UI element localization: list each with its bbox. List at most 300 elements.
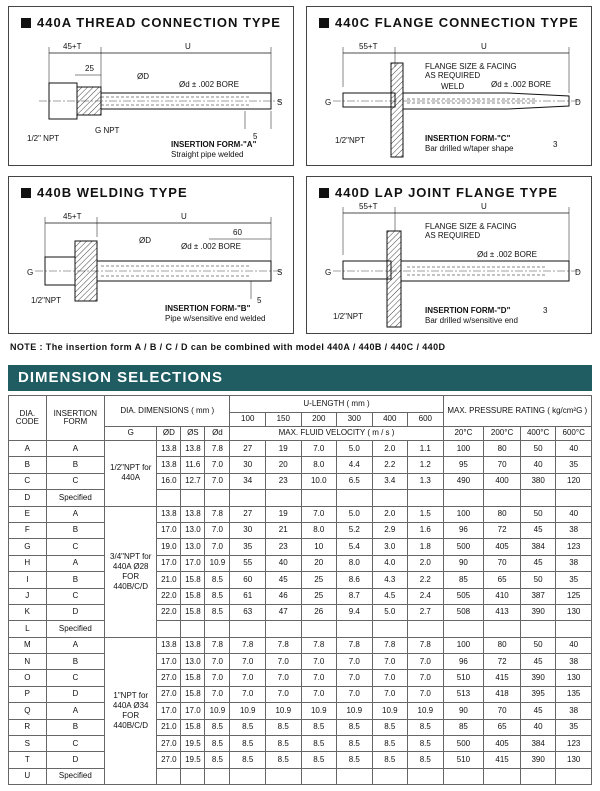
dia-d-cell: 7.0 <box>205 522 230 538</box>
velocity-cell <box>265 490 301 506</box>
velocity-cell: 10.9 <box>265 703 301 719</box>
dia-code-cell: N <box>9 654 47 670</box>
panel-440b-title: 440B WELDING TYPE <box>37 185 188 200</box>
pressure-cell: 390 <box>520 670 556 686</box>
pressure-cell: 38 <box>556 703 592 719</box>
velocity-cell: 10.9 <box>337 703 373 719</box>
dia-code-cell: F <box>9 522 47 538</box>
header-S: ØS <box>181 427 205 441</box>
form-a-desc: Straight pipe welded <box>171 150 244 159</box>
dia-D-cell: 16.0 <box>157 473 181 489</box>
velocity-cell: 7.0 <box>230 686 266 702</box>
pressure-cell <box>556 621 592 637</box>
g-thread-cell: 1"NPT for 440A Ø34 FOR 440B/C/D <box>105 637 157 785</box>
velocity-cell: 8.5 <box>372 736 408 752</box>
velocity-cell <box>408 490 444 506</box>
dia-D-cell: 17.0 <box>157 654 181 670</box>
npt-label: 1/2"NPT <box>31 296 61 305</box>
header-temp: 20°C <box>443 427 484 441</box>
velocity-cell: 8.5 <box>265 752 301 768</box>
velocity-cell: 27 <box>230 441 266 457</box>
velocity-cell: 10.0 <box>301 473 337 489</box>
dia-code-cell: R <box>9 719 47 735</box>
pressure-cell: 96 <box>443 522 484 538</box>
dim-u-label: U <box>481 202 487 211</box>
pressure-cell: 500 <box>443 736 484 752</box>
pressure-cell: 40 <box>556 506 592 522</box>
flange-label-1: FLANGE SIZE & FACING <box>425 222 517 231</box>
insertion-form-cell: B <box>46 522 105 538</box>
dia-D-label: ØD <box>137 72 149 81</box>
panel-440d <box>306 176 592 334</box>
velocity-cell: 8.5 <box>372 752 408 768</box>
header-temp: 200°C <box>484 427 521 441</box>
pressure-cell: 405 <box>484 539 521 555</box>
header-dia-code: DIA. CODE <box>9 396 47 441</box>
velocity-cell: 7.8 <box>301 637 337 653</box>
velocity-cell: 23 <box>265 473 301 489</box>
velocity-cell <box>337 490 373 506</box>
velocity-cell: 7.0 <box>408 654 444 670</box>
table-row <box>9 522 592 538</box>
velocity-cell: 7.0 <box>408 686 444 702</box>
pressure-cell: 70 <box>484 555 521 571</box>
dia-S-cell: 17.0 <box>181 703 205 719</box>
velocity-cell: 21 <box>265 522 301 538</box>
velocity-cell: 1.8 <box>408 539 444 555</box>
velocity-cell <box>408 621 444 637</box>
pressure-cell: 38 <box>556 654 592 670</box>
velocity-cell <box>230 621 266 637</box>
insertion-form-cell: Specified <box>46 768 105 784</box>
header-temp: 600°C <box>556 427 592 441</box>
dia-S-cell <box>181 768 205 784</box>
dim-55t-label: 55+T <box>359 42 378 51</box>
velocity-cell: 10.9 <box>301 703 337 719</box>
table-row <box>9 621 592 637</box>
dia-S-cell: 17.0 <box>181 555 205 571</box>
velocity-cell: 40 <box>265 555 301 571</box>
velocity-cell: 8.5 <box>337 752 373 768</box>
header-u-value: 200 <box>301 413 337 427</box>
diagram-440d <box>307 177 593 335</box>
velocity-cell <box>337 768 373 784</box>
velocity-cell: 55 <box>230 555 266 571</box>
velocity-cell: 8.5 <box>265 719 301 735</box>
dia-D-cell <box>157 621 181 637</box>
velocity-cell: 25 <box>301 588 337 604</box>
velocity-cell: 20 <box>301 555 337 571</box>
dia-d-cell <box>205 621 230 637</box>
pressure-cell: 50 <box>520 637 556 653</box>
velocity-cell: 46 <box>265 588 301 604</box>
dim-3-label: 3 <box>553 140 558 149</box>
table-row <box>9 490 592 506</box>
velocity-cell: 8.5 <box>301 736 337 752</box>
dia-G-label: G <box>325 98 332 107</box>
pressure-cell: 50 <box>520 506 556 522</box>
velocity-cell: 6.5 <box>337 473 373 489</box>
velocity-cell: 7.0 <box>301 654 337 670</box>
header-velocity: MAX. FLUID VELOCITY ( m / s ) <box>230 427 443 441</box>
dia-S-cell: 15.8 <box>181 572 205 588</box>
dia-S-label: S <box>277 268 283 277</box>
velocity-cell: 1.6 <box>408 522 444 538</box>
dia-S-cell: 13.8 <box>181 637 205 653</box>
dia-D-cell: 21.0 <box>157 719 181 735</box>
dia-S-cell: 13.0 <box>181 539 205 555</box>
pressure-cell: 35 <box>556 572 592 588</box>
header-insertion-form: INSERTION FORM <box>46 396 105 441</box>
velocity-cell: 9.4 <box>337 604 373 620</box>
dimension-table-body <box>9 441 592 785</box>
velocity-cell: 2.7 <box>408 604 444 620</box>
velocity-cell: 5.4 <box>337 539 373 555</box>
pressure-cell: 390 <box>520 604 556 620</box>
dia-d-cell <box>205 768 230 784</box>
velocity-cell: 1.2 <box>408 457 444 473</box>
pressure-cell: 45 <box>520 555 556 571</box>
header-u-length: U-LENGTH ( mm ) <box>230 396 443 413</box>
pressure-cell: 80 <box>484 441 521 457</box>
panel-440a-title: 440A THREAD CONNECTION TYPE <box>37 15 281 30</box>
dia-d-cell: 10.9 <box>205 555 230 571</box>
velocity-cell: 2.2 <box>372 457 408 473</box>
velocity-cell: 23 <box>265 539 301 555</box>
velocity-cell: 7.8 <box>265 637 301 653</box>
panel-440d-title: 440D LAP JOINT FLANGE TYPE <box>335 185 558 200</box>
velocity-cell: 30 <box>230 522 266 538</box>
dia-code-cell: G <box>9 539 47 555</box>
pressure-cell: 130 <box>556 752 592 768</box>
velocity-cell: 7.0 <box>337 686 373 702</box>
velocity-cell <box>408 768 444 784</box>
dia-code-cell: L <box>9 621 47 637</box>
dim-45t-label: 45+T <box>63 42 82 51</box>
insertion-form-cell: C <box>46 736 105 752</box>
velocity-cell: 7.0 <box>265 686 301 702</box>
dia-code-cell: E <box>9 506 47 522</box>
dia-S-cell: 12.7 <box>181 473 205 489</box>
pressure-cell: 130 <box>556 670 592 686</box>
dia-D-cell: 17.0 <box>157 703 181 719</box>
velocity-cell: 4.5 <box>372 588 408 604</box>
velocity-cell: 7.0 <box>230 654 266 670</box>
velocity-cell: 8.5 <box>265 736 301 752</box>
pressure-cell: 505 <box>443 588 484 604</box>
insertion-form-cell: D <box>46 686 105 702</box>
dim-u-label: U <box>481 42 487 51</box>
velocity-cell: 10.9 <box>230 703 266 719</box>
dia-S-cell: 13.0 <box>181 654 205 670</box>
pressure-cell: 85 <box>443 572 484 588</box>
dia-S-cell: 13.8 <box>181 441 205 457</box>
velocity-cell: 10.9 <box>372 703 408 719</box>
velocity-cell <box>301 490 337 506</box>
velocity-cell: 2.0 <box>372 506 408 522</box>
dim-25-label: 25 <box>85 64 94 73</box>
insertion-form-cell: A <box>46 506 105 522</box>
pressure-cell: 500 <box>443 539 484 555</box>
dia-d-cell: 7.0 <box>205 670 230 686</box>
velocity-cell: 7.8 <box>408 637 444 653</box>
dia-code-cell: H <box>9 555 47 571</box>
header-dia-dimensions: DIA. DIMENSIONS ( mm ) <box>105 396 230 427</box>
pressure-cell: 80 <box>484 506 521 522</box>
dia-d-cell: 8.5 <box>205 588 230 604</box>
header-u-value: 150 <box>265 413 301 427</box>
velocity-cell: 7.8 <box>372 637 408 653</box>
table-row <box>9 768 592 784</box>
dia-d-cell: 7.8 <box>205 441 230 457</box>
panel-440c <box>306 6 592 166</box>
dia-D-cell: 21.0 <box>157 572 181 588</box>
pressure-cell: 35 <box>556 719 592 735</box>
pressure-cell <box>484 490 521 506</box>
dia-D-cell: 17.0 <box>157 522 181 538</box>
dim-5-label: 5 <box>257 296 262 305</box>
header-d: Ød <box>205 427 230 441</box>
pressure-cell: 45 <box>520 703 556 719</box>
dia-d-cell: 8.5 <box>205 752 230 768</box>
pressure-cell: 387 <box>520 588 556 604</box>
velocity-cell: 34 <box>230 473 266 489</box>
dia-code-cell: S <box>9 736 47 752</box>
pressure-cell: 410 <box>484 588 521 604</box>
dia-D-cell: 22.0 <box>157 588 181 604</box>
velocity-cell: 7.0 <box>301 441 337 457</box>
velocity-cell: 8.5 <box>408 719 444 735</box>
dia-code-cell: M <box>9 637 47 653</box>
dim-55t-label: 55+T <box>359 202 378 211</box>
insertion-form-cell: D <box>46 752 105 768</box>
pressure-cell: 40 <box>556 637 592 653</box>
pressure-cell: 65 <box>484 572 521 588</box>
velocity-cell <box>372 768 408 784</box>
insertion-form-cell: Specified <box>46 621 105 637</box>
bore-label: Ød ± .002 BORE <box>491 80 551 89</box>
velocity-cell: 8.0 <box>337 555 373 571</box>
velocity-cell: 61 <box>230 588 266 604</box>
velocity-cell: 8.5 <box>301 719 337 735</box>
velocity-cell <box>265 768 301 784</box>
form-d-title: INSERTION FORM-"D" <box>425 306 511 315</box>
panel-440b <box>8 176 294 334</box>
pressure-cell <box>556 768 592 784</box>
dia-D-cell: 17.0 <box>157 555 181 571</box>
header-max-pressure: MAX. PRESSURE RATING ( kg/cm²G ) <box>443 396 591 427</box>
dia-d-cell: 8.5 <box>205 572 230 588</box>
velocity-cell <box>265 621 301 637</box>
pressure-cell <box>556 490 592 506</box>
header-D: ØD <box>157 427 181 441</box>
pressure-cell: 413 <box>484 604 521 620</box>
insertion-form-cell: C <box>46 588 105 604</box>
pressure-cell: 135 <box>556 686 592 702</box>
table-row <box>9 588 592 604</box>
panel-440c-title: 440C FLANGE CONNECTION TYPE <box>335 15 579 30</box>
velocity-cell: 8.5 <box>337 736 373 752</box>
velocity-cell: 35 <box>230 539 266 555</box>
pressure-cell: 90 <box>443 703 484 719</box>
velocity-cell: 5.0 <box>337 506 373 522</box>
pressure-cell: 100 <box>443 637 484 653</box>
section-title: DIMENSION SELECTIONS <box>8 365 592 391</box>
dia-code-cell: A <box>9 441 47 457</box>
form-c-desc: Bar drilled w/taper shape <box>425 144 514 153</box>
velocity-cell: 7.0 <box>301 670 337 686</box>
insertion-form-cell: B <box>46 457 105 473</box>
dia-S-cell <box>181 621 205 637</box>
dia-code-cell: C <box>9 473 47 489</box>
pressure-cell: 400 <box>484 473 521 489</box>
velocity-cell: 8.5 <box>230 719 266 735</box>
dia-D-cell: 13.8 <box>157 506 181 522</box>
velocity-cell <box>301 768 337 784</box>
dia-D-cell <box>157 768 181 784</box>
velocity-cell: 30 <box>230 457 266 473</box>
dia-S-cell: 15.8 <box>181 719 205 735</box>
dimension-table <box>8 395 592 785</box>
form-b-title: INSERTION FORM-"B" <box>165 304 251 313</box>
velocity-cell: 7.0 <box>265 670 301 686</box>
form-a-title: INSERTION FORM-"A" <box>171 140 257 149</box>
pressure-cell: 418 <box>484 686 521 702</box>
dim-u-label: U <box>181 212 187 221</box>
pressure-cell: 72 <box>484 522 521 538</box>
header-g: G <box>105 427 157 441</box>
velocity-cell: 1.1 <box>408 441 444 457</box>
pressure-cell <box>484 768 521 784</box>
pressure-cell: 70 <box>484 703 521 719</box>
pressure-cell: 395 <box>520 686 556 702</box>
velocity-cell: 47 <box>265 604 301 620</box>
insertion-form-cell: A <box>46 555 105 571</box>
velocity-cell: 19 <box>265 506 301 522</box>
velocity-cell: 2.0 <box>372 441 408 457</box>
combination-note: NOTE : The insertion form A / B / C / D can be combined with model 440A / 440B / 440C / 440D <box>10 342 446 352</box>
velocity-cell: 2.0 <box>408 555 444 571</box>
pressure-cell: 38 <box>556 522 592 538</box>
dia-code-cell: U <box>9 768 47 784</box>
velocity-cell: 10.9 <box>408 703 444 719</box>
dia-S-cell: 15.8 <box>181 686 205 702</box>
pressure-cell: 85 <box>443 719 484 735</box>
dia-d-cell: 7.8 <box>205 506 230 522</box>
insertion-form-cell: D <box>46 604 105 620</box>
table-row <box>9 539 592 555</box>
insertion-form-cell: A <box>46 441 105 457</box>
insertion-form-cell: C <box>46 473 105 489</box>
table-row <box>9 670 592 686</box>
velocity-cell: 5.0 <box>337 441 373 457</box>
pressure-cell: 72 <box>484 654 521 670</box>
dia-code-cell: Q <box>9 703 47 719</box>
velocity-cell: 7.0 <box>372 670 408 686</box>
velocity-cell: 7.0 <box>230 670 266 686</box>
header-u-value: 400 <box>372 413 408 427</box>
pressure-cell <box>484 621 521 637</box>
header-u-value: 600 <box>408 413 444 427</box>
pressure-cell: 490 <box>443 473 484 489</box>
dim-5-label: 5 <box>253 132 258 141</box>
velocity-cell <box>301 621 337 637</box>
velocity-cell: 20 <box>265 457 301 473</box>
table-row <box>9 506 592 522</box>
velocity-cell: 3.0 <box>372 539 408 555</box>
dia-code-cell: B <box>9 457 47 473</box>
dim-45t-label: 45+T <box>63 212 82 221</box>
header-temp: 400°C <box>520 427 556 441</box>
velocity-cell <box>337 621 373 637</box>
pressure-cell: 65 <box>484 719 521 735</box>
velocity-cell: 45 <box>265 572 301 588</box>
table-row <box>9 555 592 571</box>
table-row <box>9 752 592 768</box>
pressure-cell <box>520 768 556 784</box>
npt-label: 1/2"NPT <box>333 312 363 321</box>
velocity-cell: 5.2 <box>337 522 373 538</box>
pressure-cell: 40 <box>556 441 592 457</box>
dia-G-label: G <box>325 268 332 277</box>
header-u-value: 300 <box>337 413 373 427</box>
velocity-cell <box>372 490 408 506</box>
npt-label: 1/2" NPT <box>27 134 60 143</box>
velocity-cell: 27 <box>230 506 266 522</box>
dia-D-label: D <box>575 98 581 107</box>
diagram-440b <box>9 177 295 335</box>
insertion-form-cell: B <box>46 654 105 670</box>
insertion-form-cell: Specified <box>46 490 105 506</box>
velocity-cell: 2.2 <box>408 572 444 588</box>
pressure-cell: 100 <box>443 506 484 522</box>
dia-D-cell: 19.0 <box>157 539 181 555</box>
dia-D-cell: 27.0 <box>157 670 181 686</box>
dia-D-label: D <box>575 268 581 277</box>
dia-d-cell <box>205 490 230 506</box>
dia-d-cell: 7.0 <box>205 473 230 489</box>
pressure-cell: 40 <box>520 457 556 473</box>
velocity-cell: 8.7 <box>337 588 373 604</box>
dia-S-cell: 15.8 <box>181 604 205 620</box>
table-row <box>9 572 592 588</box>
velocity-cell: 8.5 <box>337 719 373 735</box>
table-row <box>9 719 592 735</box>
dia-D-cell: 22.0 <box>157 604 181 620</box>
table-row <box>9 686 592 702</box>
flange-label-2: AS REQUIRED <box>425 231 481 240</box>
dia-D-cell: 13.8 <box>157 441 181 457</box>
pressure-cell: 45 <box>520 522 556 538</box>
pressure-cell: 380 <box>520 473 556 489</box>
table-row <box>9 604 592 620</box>
velocity-cell: 2.4 <box>408 588 444 604</box>
insertion-form-cell: B <box>46 719 105 735</box>
dia-code-cell: D <box>9 490 47 506</box>
dia-D-cell: 27.0 <box>157 686 181 702</box>
dia-S-cell: 15.8 <box>181 588 205 604</box>
dia-code-cell: J <box>9 588 47 604</box>
pressure-cell: 90 <box>443 555 484 571</box>
velocity-cell: 8.5 <box>408 752 444 768</box>
velocity-cell: 7.0 <box>372 686 408 702</box>
pressure-cell: 415 <box>484 752 521 768</box>
velocity-cell <box>230 768 266 784</box>
dia-S-cell: 13.8 <box>181 506 205 522</box>
velocity-cell: 7.0 <box>372 654 408 670</box>
form-c-title: INSERTION FORM-"C" <box>425 134 511 143</box>
dia-code-cell: K <box>9 604 47 620</box>
